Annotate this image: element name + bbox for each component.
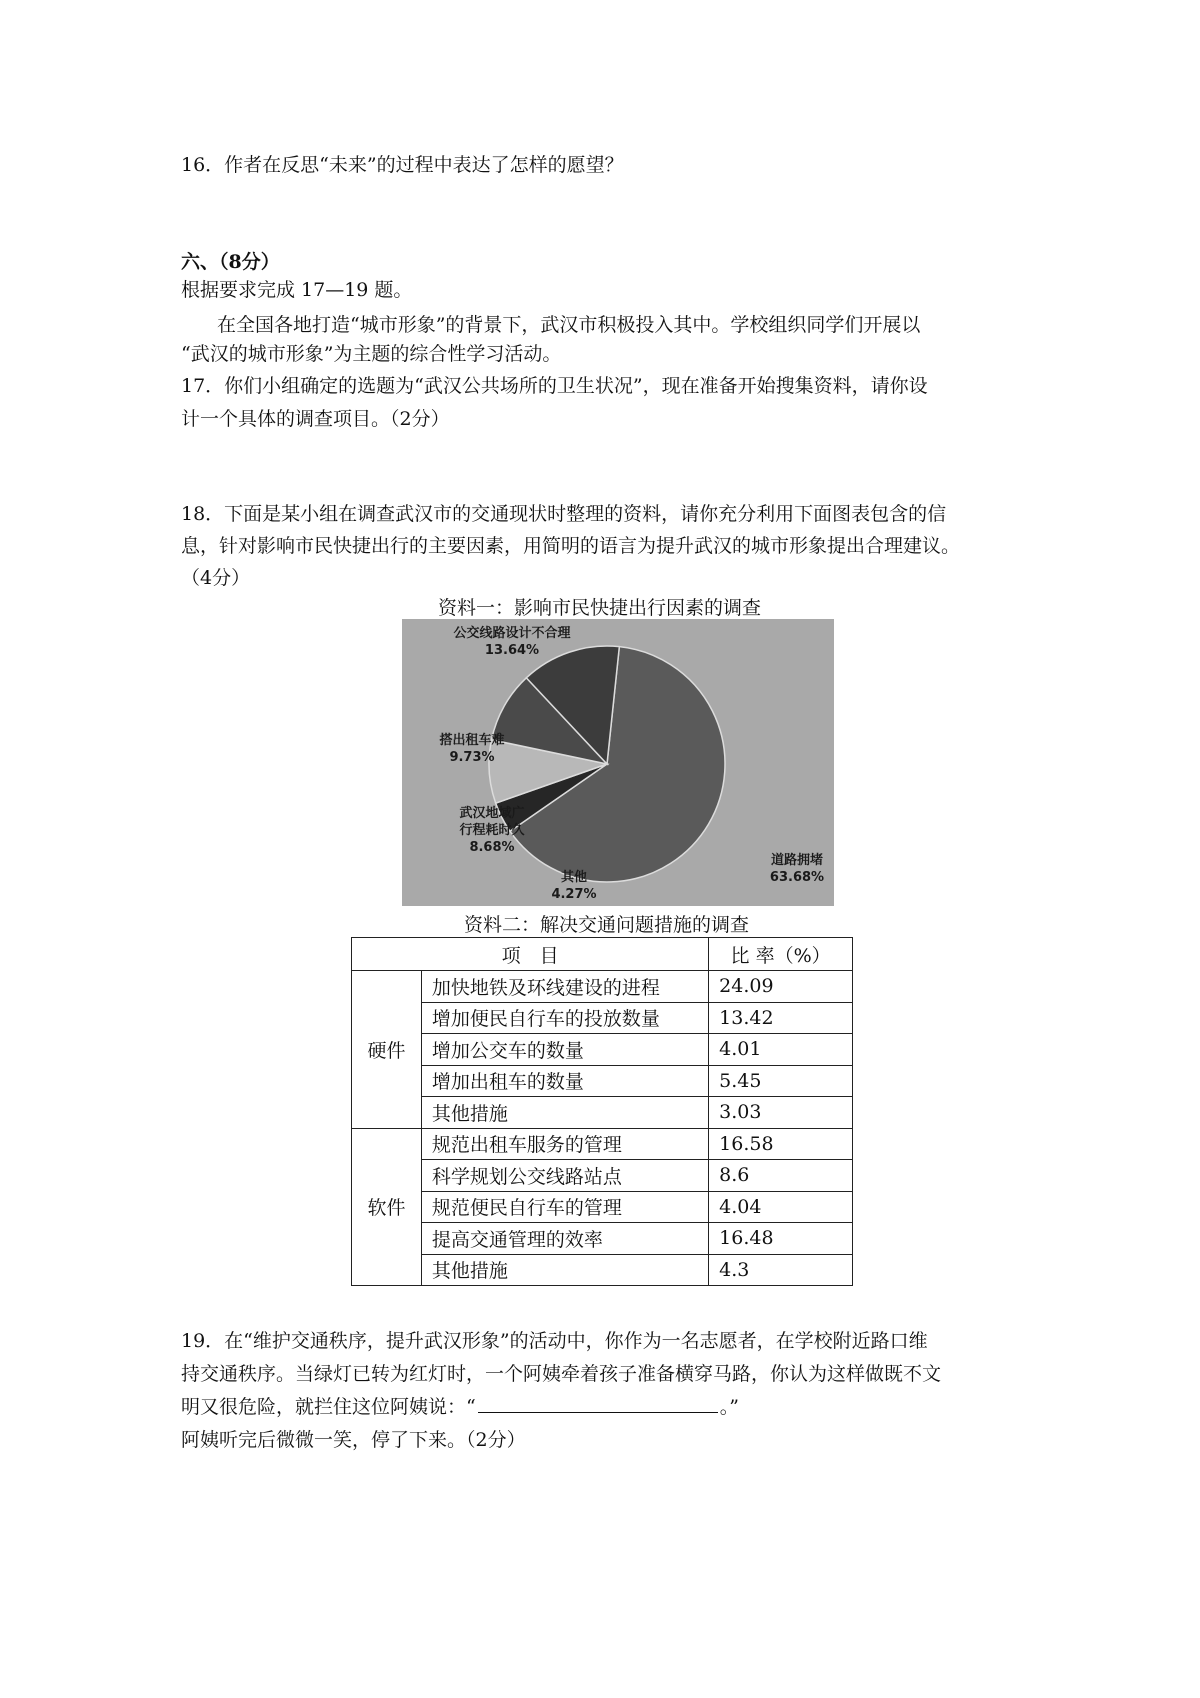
item-cell: 规范出租车服务的管理 [421, 1128, 708, 1160]
pie-chart-panel [402, 619, 834, 906]
slice-value-label: 9.73% [449, 750, 495, 765]
rate-cell: 16.48 [709, 1223, 853, 1255]
item-cell: 其他措施 [421, 1254, 708, 1286]
intro-line-1: 在全国各地打造“城市形象”的背景下，武汉市积极投入其中。学校组织同学们开展以 [217, 314, 921, 336]
header-item: 项 目 [352, 938, 709, 971]
table-row [352, 1002, 853, 1034]
question-18-line-2: 息，针对影响市民快捷出行的主要因素，用简明的语言为提升武汉的城市形象提出合理建议。 [181, 535, 961, 557]
slice-value-label: 63.68% [769, 870, 825, 885]
section-six-title: 六、（8分） [181, 251, 280, 273]
question-19-line-3 [181, 1393, 739, 1421]
table-row [352, 1191, 853, 1223]
intro-line-2: “武汉的城市形象”为主题的综合性学习活动。 [181, 343, 562, 365]
table-row [352, 1034, 853, 1066]
answer-blank[interactable] [478, 1394, 718, 1413]
slice-label: 搭出租车难 [439, 733, 505, 748]
table-row [352, 1254, 853, 1286]
item-cell: 提高交通管理的效率 [421, 1223, 708, 1255]
question-17-line-2: 计一个具体的调查项目。（2分） [181, 408, 450, 430]
section-instruction: 根据要求完成 17—19 题。 [181, 279, 413, 301]
material-1-caption: 资料一：影响市民快捷出行因素的调查 [438, 597, 762, 619]
rate-cell: 3.03 [709, 1097, 853, 1129]
question-18-line-1: 18．下面是某小组在调查武汉市的交通现状时整理的资料，请你充分利用下面图表包含的信 [181, 503, 947, 525]
table-row [352, 1128, 853, 1160]
table-row [352, 971, 853, 1003]
category-cell: 软件 [352, 1128, 422, 1286]
table-header-row [352, 938, 853, 971]
rate-cell: 13.42 [709, 1002, 853, 1034]
category-cell: 硬件 [352, 971, 422, 1129]
slice-value-label: 13.64% [484, 643, 540, 658]
material-2-caption: 资料二：解决交通问题措施的调查 [464, 914, 750, 936]
rate-cell: 5.45 [709, 1065, 853, 1097]
item-cell: 增加公交车的数量 [421, 1034, 708, 1066]
question-19-suffix: 。” [719, 1396, 739, 1418]
rate-cell: 8.6 [709, 1160, 853, 1192]
pie-chart [402, 619, 834, 906]
question-19-prefix: 明又很危险，就拦住这位阿姨说：“ [181, 1396, 476, 1418]
rate-cell: 4.3 [709, 1254, 853, 1286]
question-19-line-2: 持交通秩序。当绿灯已转为红灯时，一个阿姨牵着孩子准备横穿马路，你认为这样做既不文 [181, 1363, 942, 1385]
question-17-line-1: 17．你们小组确定的选题为“武汉公共场所的卫生状况”，现在准备开始搜集资料，请你设 [181, 375, 928, 397]
table-row [352, 1097, 853, 1129]
item-cell: 增加出租车的数量 [421, 1065, 708, 1097]
item-cell: 加快地铁及环线建设的进程 [421, 971, 708, 1003]
question-19-line-1: 19．在“维护交通秩序，提升武汉形象”的活动中，你作为一名志愿者，在学校附近路口维 [181, 1330, 928, 1352]
rate-cell: 4.01 [709, 1034, 853, 1066]
table-row [352, 1160, 853, 1192]
question-19-line-4: 阿姨听完后微微一笑，停了下来。（2分） [181, 1429, 526, 1451]
slice-label: 其他 [560, 870, 588, 885]
item-cell: 增加便民自行车的投放数量 [421, 1002, 708, 1034]
rate-cell: 4.04 [709, 1191, 853, 1223]
slice-value-label: 4.27% [551, 887, 597, 902]
table-row [352, 1065, 853, 1097]
slice-label: 道路拥堵 [770, 853, 824, 868]
slice-label: 武汉地域广 [459, 806, 525, 821]
slice-label: 公交线路设计不合理 [453, 626, 571, 641]
rate-cell: 16.58 [709, 1128, 853, 1160]
item-cell: 其他措施 [421, 1097, 708, 1129]
item-cell: 科学规划公交线路站点 [421, 1160, 708, 1192]
table-row [352, 1223, 853, 1255]
item-cell: 规范便民自行车的管理 [421, 1191, 708, 1223]
slice-label: 行程耗时久 [459, 823, 525, 838]
question-18-line-3: （4分） [181, 567, 251, 589]
rate-cell: 24.09 [709, 971, 853, 1003]
measures-table [351, 937, 853, 1286]
header-rate: 比 率（%） [709, 938, 853, 971]
question-16: 16．作者在反思“未来”的过程中表达了怎样的愿望？ [181, 154, 624, 176]
slice-value-label: 8.68% [469, 840, 515, 855]
